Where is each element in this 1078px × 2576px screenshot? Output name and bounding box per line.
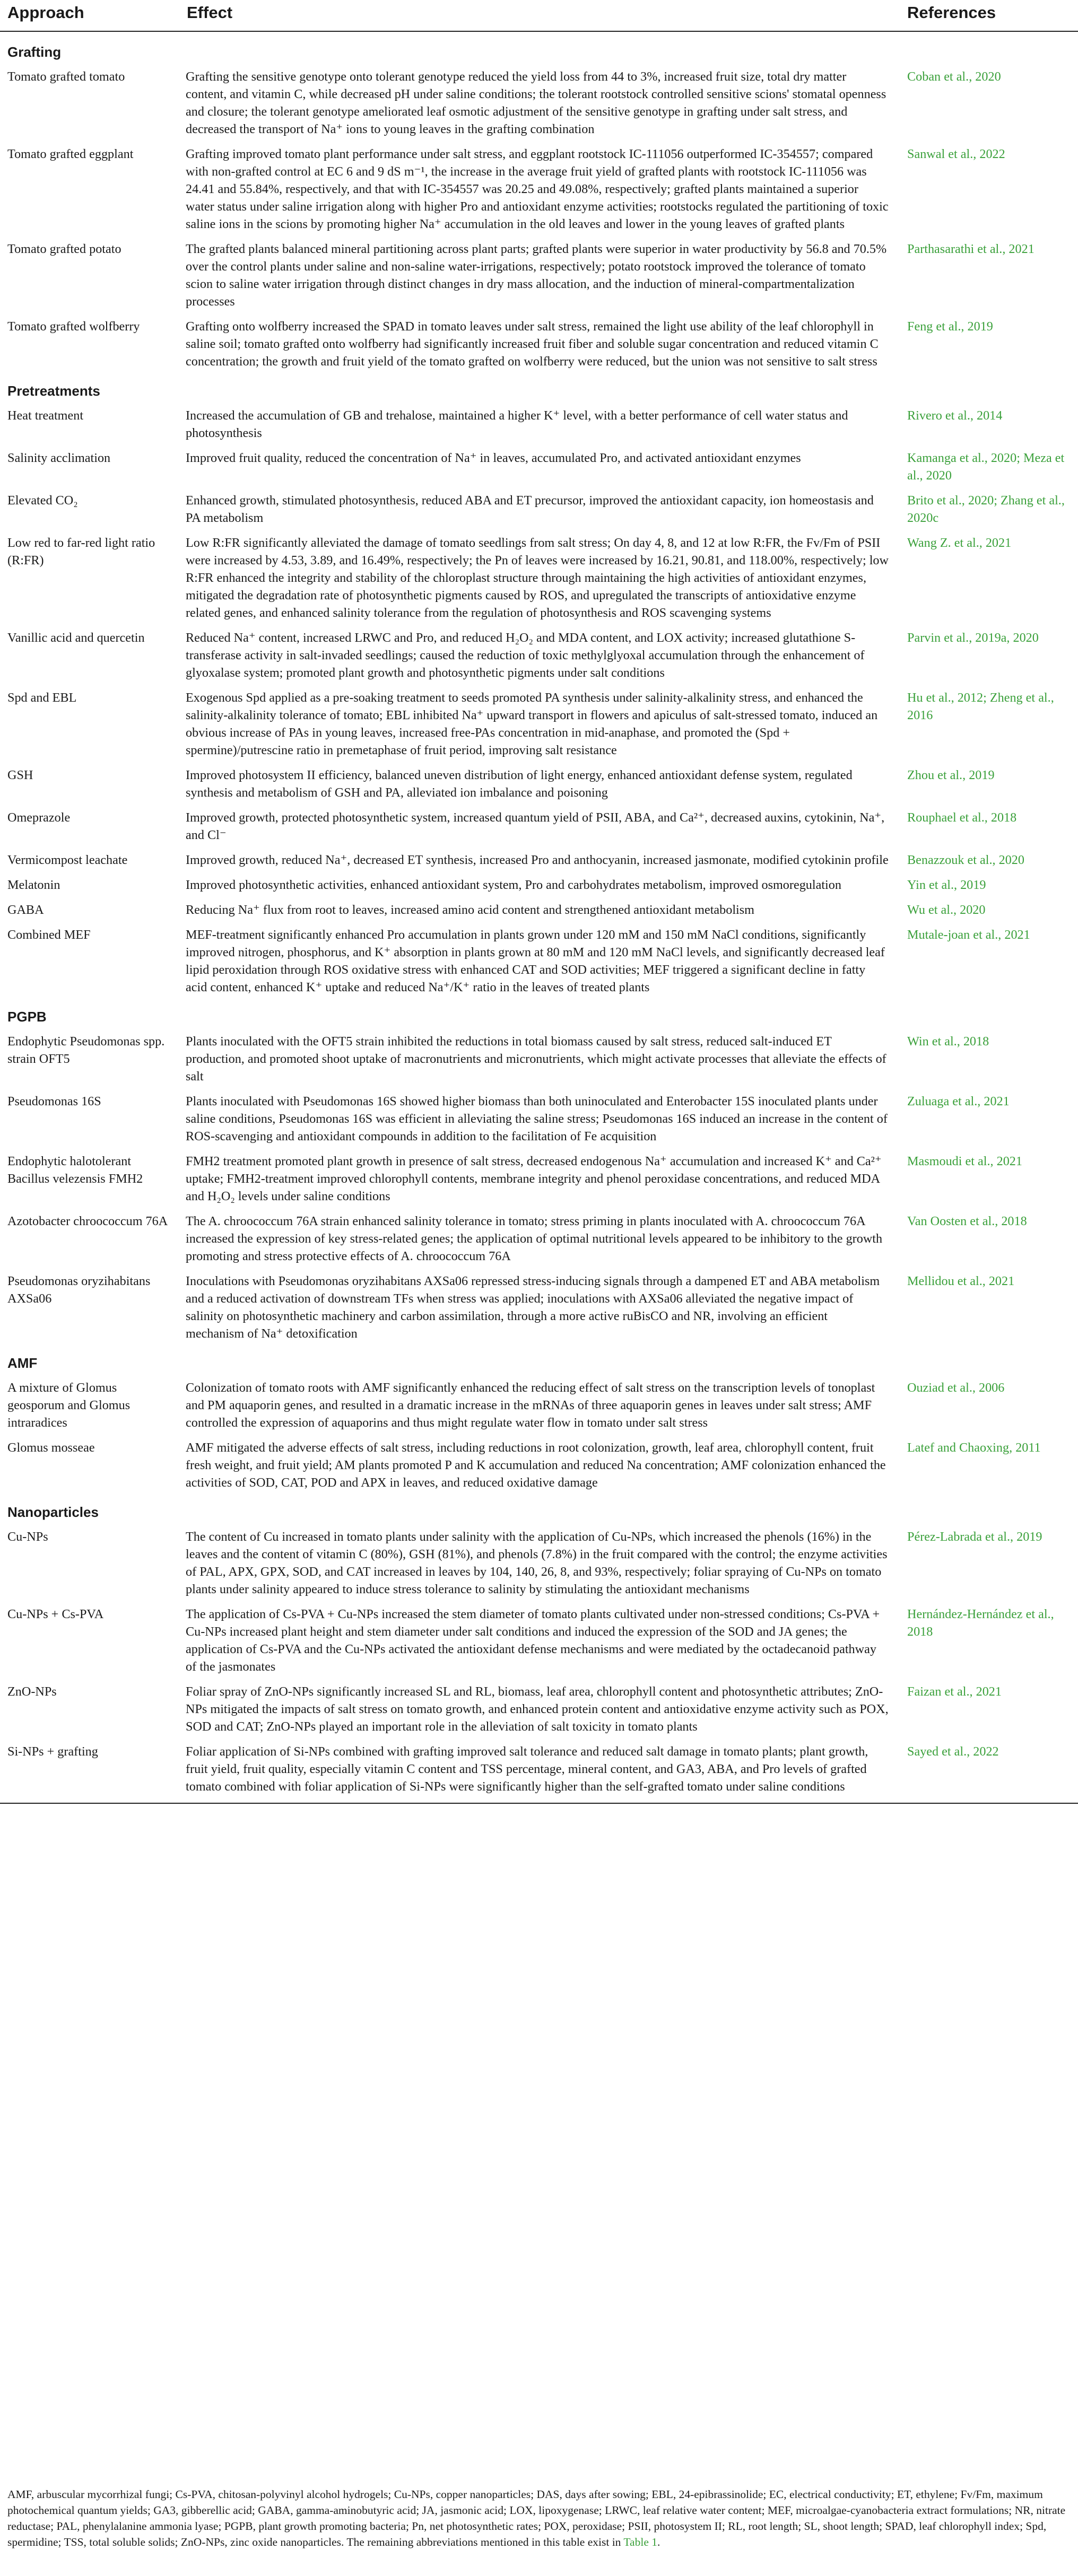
header-effect: Effect [179,0,900,31]
header-references: References [900,0,1078,31]
reference-link[interactable]: Feng et al., 2019 [907,319,993,334]
approach-cell: Si-NPs + grafting [0,1739,179,1803]
group-row [0,1000,1078,1029]
table-row [0,488,1078,530]
table-row [0,848,1078,872]
approach-cell: Tomato grafted potato [7,242,121,256]
approach-cell: Pseudomonas oryzihabitans AXSa06 [7,1274,151,1306]
reference-link[interactable]: Wu et al., 2020 [907,903,986,917]
table-row [0,446,1078,488]
group-heading: Grafting [7,44,62,60]
reference-link[interactable]: Kamanga et al., 2020; Meza et al., 2020 [907,451,1065,483]
approach-cell: Glomus mosseae [7,1440,95,1455]
approach-cell: Tomato grafted wolfberry [7,319,140,334]
approach-cell: Low red to far-red light ratio (R:FR) [7,536,155,567]
table-row [0,1029,1078,1089]
group-row [0,31,1078,64]
table-row [0,922,1078,1000]
effect-cell: The content of Cu increased in tomato plants under salinity with the application of Cu-NPs, which increased the phenols (16%) in the leaves and the content of vitamin C (80%), GSH (81%), and phenols (7.8%) in the fruit compared with the control; the enzyme activities of PAL, APX, GPX, SOD, and CAT increased in leaves by 104, 140, 26, 8, and 93%, respectively; foliar spraying of Cu-NPs on tomato plants under salinity appeared to induce stress tolerance to salinity by stimulating the antioxidant mechanisms [186,1530,888,1596]
table-header-row [0,0,1078,31]
approach-cell: Vanillic acid and quercetin [7,631,145,645]
group-heading: Pretreatments [7,383,100,399]
effect-cell: Increased the accumulation of GB and trehalose, maintained a higher K⁺ level, with a better performance of cell water status and photosynthesis [186,408,848,440]
table-row [0,1269,1078,1346]
table-row [0,1435,1078,1495]
effect-cell: Exogenous Spd applied as a pre-soaking treatment to seeds promoted PA synthesis under salinity-alkalinity stress, and enhanced the salinity-alkalinity tolerance of tomato; EBL inhibited Na⁺ upward transport in flowers and apiculus of salt-stressed tomato, induced an obvious increase of PAs in young leaves, increased free-PAs concentration in mid-anaphase, and promoted the (Spd + spermine)/putrescine ratio in premetaphase of fruit period, improving salt resistance [186,691,878,757]
effect-cell: The application of Cs-PVA + Cu-NPs increased the stem diameter of tomato plants cultivated under non-stressed conditions; Cs-PVA + Cu-NPs increased plant height and stem diameter under salt conditions and induced the expression of the SOD and JA genes; the application of Cs-PVA and the Cu-NPs activated the antioxidant defense mechanisms and were mediated by the octadecanoid pathway of the jasmonates [186,1607,880,1674]
effect-cell: Plants inoculated with Pseudomonas 16S showed higher biomass than both uninoculated and Enterobacter 15S inoculated plants under saline conditions, Pseudomonas 16S was efficient in alleviating the saline stress; Pseudomonas 16S induced an increase in the content of ROS-scavenging and antioxidant compounds in addition to the facilitation of Fe acquisition [186,1094,888,1143]
reference-link[interactable]: Yin et al., 2019 [907,878,986,892]
reference-link[interactable]: Hernández-Hernández et al., 2018 [907,1607,1054,1639]
reference-link[interactable]: Parvin et al., 2019a, 2020 [907,631,1039,645]
reference-link[interactable]: Mellidou et al., 2021 [907,1274,1015,1288]
approach-cell: Vermicompost leachate [7,853,128,867]
table-row [0,1149,1078,1209]
reference-link[interactable]: Wang Z. et al., 2021 [907,536,1012,550]
table-row [0,64,1078,142]
table-row [0,897,1078,922]
approach-cell: Cu-NPs + Cs-PVA [7,1607,104,1621]
reference-link[interactable]: Latef and Chaoxing, 2011 [907,1440,1041,1455]
reference-link[interactable]: Ouziad et al., 2006 [907,1381,1005,1395]
reference-link[interactable]: Rouphael et al., 2018 [907,810,1017,825]
reference-link[interactable]: Masmoudi et al., 2021 [907,1154,1022,1168]
approach-cell: Tomato grafted eggplant [7,147,134,161]
table-row [0,142,1078,237]
approach-cell: Heat treatment [7,408,84,423]
group-heading: PGPB [7,1009,47,1025]
table-row [0,314,1078,374]
effect-cell: Enhanced growth, stimulated photosynthesis, reduced ABA and ET precursor, improved the antioxidant capacity, ion homeostasis and PA metabolism [186,493,874,525]
reference-link[interactable]: Pérez-Labrada et al., 2019 [907,1530,1042,1544]
table-row [0,1524,1078,1602]
table-row [0,872,1078,897]
reference-link[interactable]: Coban et al., 2020 [907,69,1001,84]
effect-cell: Plants inoculated with the OFT5 strain inhibited the reductions in total biomass caused by salt stress, reduced salt-induced ET production, and promoted shoot uptake of macronutrients and micronutrients, which might activate processes that alleviate the effects of salt [186,1034,886,1084]
reference-link[interactable]: Sayed et al., 2022 [900,1739,1078,1803]
reference-link[interactable]: Faizan et al., 2021 [907,1684,1002,1699]
effect-cell: Improved photosystem II efficiency, balanced uneven distribution of light energy, enhanced antioxidant defense system, regulated synthesis and metabolism of GSH and PA, alleviated ion imbalance and poisoning [186,768,853,800]
effect-cell: Improved growth, reduced Na⁺, decreased ET synthesis, increased Pro and anthocyanin, increased jasmonate, modified cytokinin profile [186,853,889,867]
effect-cell: Grafting onto wolfberry increased the SPAD in tomato leaves under salt stress, remained the light use ability of the leaf chlorophyll in saline soil; tomato grafted onto wolfberry had significantly increased fruit fiber and soluble sugar concentration and reduced vitamin C concentration; the growth and fruit yield of the tomato grafted on wolfberry were reduced, but the union was not sensitive to salt stress [186,319,879,369]
group-row [0,1495,1078,1524]
effect-cell: Low R:FR significantly alleviated the damage of tomato seedlings from salt stress; On day 4, 8, and 12 at low R:FR, the Fv/Fm of PSII were increased by 4.53, 3.89, and 16.49%, respectively; the Pn of leaves were increased by 16.21, 90.81, and 118.00%, respectively; low R:FR enhanced the integrity and stability of the chloroplast structure through maintaining the high activities of antioxidant enzymes, mitigated the degradation rate of photosynthetic pigments caused by ROS, and upregulated the transcripts of antioxidative enzyme related genes, and enhanced salinity tolerance from the regulation of photosynthesis and ROS scavenging systems [186,536,889,620]
table-footnote [7,2486,1068,2550]
reference-link[interactable]: Hu et al., 2012; Zheng et al., 2016 [907,691,1054,722]
group-heading: AMF [7,1355,38,1371]
effect-cell: Grafting the sensitive genotype onto tolerant genotype reduced the yield loss from 44 to 3%, increased fruit size, total dry matter content, and vitamin C, while decreased pH under saline conditions; the tolerant rootstock controlled sensitive scions' stomatal openness and closure; the tolerant genotype ameliorated leaf osmotic adjustment of the sensitive genotype in grafting under salt stress, and decreased the transport of Na⁺ ions to young leaves in the grafting combination [186,69,886,136]
effect-cell: Foliar application of Si-NPs combined with grafting improved salt tolerance and reduced salt damage in tomato plants; plant growth, fruit yield, fruit quality, especially vitamin C content and TSS percentage, mineral content, and GA3, ABA, and Pro levels of grafted tomato combined with foliar application of Si-NPs were significantly higher than the self-grafted tomato under saline conditions [179,1739,900,1803]
effect-cell: Foliar spray of ZnO-NPs significantly increased SL and RL, biomass, leaf area, chlorophyll content and photosynthetic attributes; ZnO-NPs mitigated the impacts of salt stress on tomato growth, and enhanced protein content and antioxidative enzyme activity such as POX, SOD and CAT; ZnO-NPs played an important role in the alleviation of salt toxicity in tomato plants [186,1684,889,1734]
footnote-text: AMF, arbuscular mycorrhizal fungi; Cs-PVA, chitosan-polyvinyl alcohol hydrogels; Cu-NPs, copper nanoparticles; DAS, days after sowing; EBL, 24-epibrassinolide; EC, electrical conductivity; ET, ethylene; Fv/Fm, maximum photochemical quantum yields; GA3, gibberellic acid; GABA, gamma-aminobutyric acid; JA, jasmonic acid; LOX, lipoxygenase; LRWC, leaf relative water content; MEF, microalgae-cyanobacteria extract formulations; NR, nitrate reductase; PAL, phenylalanine ammonia lyase; PGPB, plant growth promoting bacteria; Pn, net photosynthetic rates; POX, peroxidase; PSII, photosystem II; RL, root length; SL, shoot length; SPAD, leaf chlorophyll index; Spd, spermidine; TSS, total soluble solids; ZnO-NPs, zinc oxide nanoparticles. The remaining abbreviations mentioned in this table exist in [7,2488,1066,2548]
reference-link[interactable]: Win et al., 2018 [907,1034,989,1049]
effect-cell: The grafted plants balanced mineral partitioning across plant parts; grafted plants were superior in water productivity by 56.8 and 70.5% over the control plants under saline and non-saline water-irrigations, respectively; potato rootstock improved the tolerance of tomato scion to saline water irrigation through distinct changes in dry mass allocation, and the induction of mineral-compartmentalization processes [186,242,887,309]
effect-cell: AMF mitigated the adverse effects of salt stress, including reductions in root colonization, growth, leaf area, chlorophyll content, fruit fresh weight, and fruit yield; AM plants promoted P and K accumulation and reduced Na concentration; AMF colonization enhanced the activities of SOD, CAT, POD and APX in leaves, and reduced oxidative damage [186,1440,886,1490]
table-row [0,763,1078,805]
effect-cell: FMH2 treatment promoted plant growth in presence of salt stress, decreased endogenous Na⁺ accumulation and increased K⁺ and Ca²⁺ uptake; FMH2-treatment improved chlorophyll contents, membrane integrity and phenol peroxidase concentrations, and reduced MDA and H₂O₂ levels under saline conditions [186,1154,882,1203]
group-heading: Nanoparticles [7,1504,99,1520]
effect-cell: Reduced Na⁺ content, increased LRWC and Pro, and reduced H₂O₂ and MDA content, and LOX activity; increased glutathione S-transferase activity in salt-invaded seedlings; caused the reduction of toxic methylglyoxal accumulation through the enhancement of glyoxalase system; promoted plant growth and photosynthetic pigments under salt conditions [186,631,865,680]
effect-cell: Reducing Na⁺ flux from root to leaves, increased amino acid content and strengthened antioxidant metabolism [186,903,754,917]
effect-cell: Colonization of tomato roots with AMF significantly enhanced the reducing effect of salt stress on the transcription levels of tonoplast and PM aquaporin genes, and resulted in a dramatic increase in the mRNAs of three aquaporin genes in leaves under salt stress; AMF controlled the expression of aquaporins and thus might regulate water flow in tomato under salt stress [186,1381,875,1430]
reference-link[interactable]: Parthasarathi et al., 2021 [907,242,1034,256]
group-row [0,374,1078,403]
approach-cell: Combined MEF [7,928,91,942]
reference-link[interactable]: Zhou et al., 2019 [907,768,995,782]
approach-cell: Azotobacter chroococcum 76A [7,1214,168,1228]
reference-link[interactable]: Brito et al., 2020; Zhang et al., 2020c [907,493,1065,525]
table-row [0,685,1078,763]
approach-cell: GABA [7,903,44,917]
approach-cell: Pseudomonas 16S [7,1094,101,1108]
approach-cell: Cu-NPs [7,1530,48,1544]
header-approach: Approach [0,0,179,31]
table-row [0,237,1078,314]
effect-cell: Improved photosynthetic activities, enhanced antioxidant system, Pro and carbohydrates metabolism, improved osmoregulation [186,878,841,892]
table-1-link[interactable]: Table 1 [623,2536,657,2548]
approach-cell: Spd and EBL [7,691,77,705]
approach-cell: Melatonin [7,878,60,892]
reference-link[interactable]: Mutale-joan et al., 2021 [907,928,1030,942]
approach-cell: Endophytic Pseudomonas spp. strain OFT5 [7,1034,165,1066]
table-row [0,1602,1078,1679]
effect-cell: The A. chroococcum 76A strain enhanced salinity tolerance in tomato; stress priming in plants inoculated with A. chroococcum 76A increased the expression of key stress-related genes; the application of optimal nutritional levels appeared to be inhibitory to the growth promoting and stress protective effects of A. chroococcum 76A [186,1214,883,1263]
table-row [0,805,1078,848]
approach-cell: Endophytic halotolerant Bacillus velezensis FMH2 [7,1154,143,1186]
effect-cell: MEF-treatment significantly enhanced Pro accumulation in plants grown under 120 mM and 150 mM NaCl conditions, significantly improved nitrogen, phosphorus, and K⁺ absorption in plants grown at 80 mM and 120 mM NaCl levels, and significantly decreased leaf lipid peroxidation through ROS oxidative stress with enhanced CAT and SOD activities; MEF triggered a significant decline in fatty acid content, enhanced K⁺ uptake and reduced Na⁺/K⁺ ratio in the leaves of treated plants [186,928,885,994]
table-row [0,1089,1078,1149]
table-row [0,625,1078,685]
approach-cell: Omeprazole [7,810,71,825]
approach-cell: Tomato grafted tomato [7,69,125,84]
effect-cell: Grafting improved tomato plant performance under salt stress, and eggplant rootstock IC-111056 outperformed IC-354557; compared with non-grafted control at EC 6 and 9 dS m⁻¹, the increase in the average fruit yield of grafted plants with rootstock IC-111056 was 24.41 and 55.84%, respectively, and that with IC-354557 was 20.25 and 49.08%, respectively; grafted plants maintained a superior water status under saline irrigation along with higher Pro and antioxidant enzyme activities; rootstocks regulated the partitioning of toxic saline ions in the scions by promoting higher Na⁺ accumulation in the old leaves and lower in the young leaves of grafted plants [186,147,889,231]
reference-link[interactable]: Rivero et al., 2014 [907,408,1003,423]
effect-cell: Improved fruit quality, reduced the concentration of Na⁺ in leaves, accumulated Pro, and activated antioxidant enzymes [186,451,801,465]
table-row [0,530,1078,625]
reference-link[interactable]: Zuluaga et al., 2021 [907,1094,1010,1108]
table-row [0,1375,1078,1435]
reference-link[interactable]: Sanwal et al., 2022 [907,147,1005,161]
reference-link[interactable]: Van Oosten et al., 2018 [907,1214,1027,1228]
reference-link[interactable]: Benazzouk et al., 2020 [907,853,1024,867]
approach-cell: ZnO-NPs [7,1684,57,1699]
approach-cell: Elevated CO₂ [7,493,78,508]
approach-cell: Salinity acclimation [7,451,111,465]
approach-cell: A mixture of Glomus geosporum and Glomus intraradices [7,1381,131,1430]
table-body [0,31,1078,1803]
table-row [0,403,1078,446]
approach-cell: GSH [7,768,33,782]
effect-cell: Inoculations with Pseudomonas oryzihabitans AXSa06 repressed stress-inducing signals through a dampened ET and ABA metabolism and a reduced activation of downstream TFs when stress was applied; inoculations with AXSa06 alleviated the negative impact of salinity on photosynthetic machinery and carbon assimilation, through a more active ruBisCO and NR, involving an efficient mechanism of Na⁺ detoxification [186,1274,880,1341]
table-row [0,1739,1078,1803]
footnote-end: . [657,2536,660,2548]
group-row [0,1346,1078,1375]
effect-cell: Improved growth, protected photosynthetic system, increased quantum yield of PSII, ABA, and Ca²⁺, decreased auxins, cytokinin, Na⁺, and Cl⁻ [186,810,885,842]
table-row [0,1679,1078,1739]
table-row [0,1209,1078,1269]
